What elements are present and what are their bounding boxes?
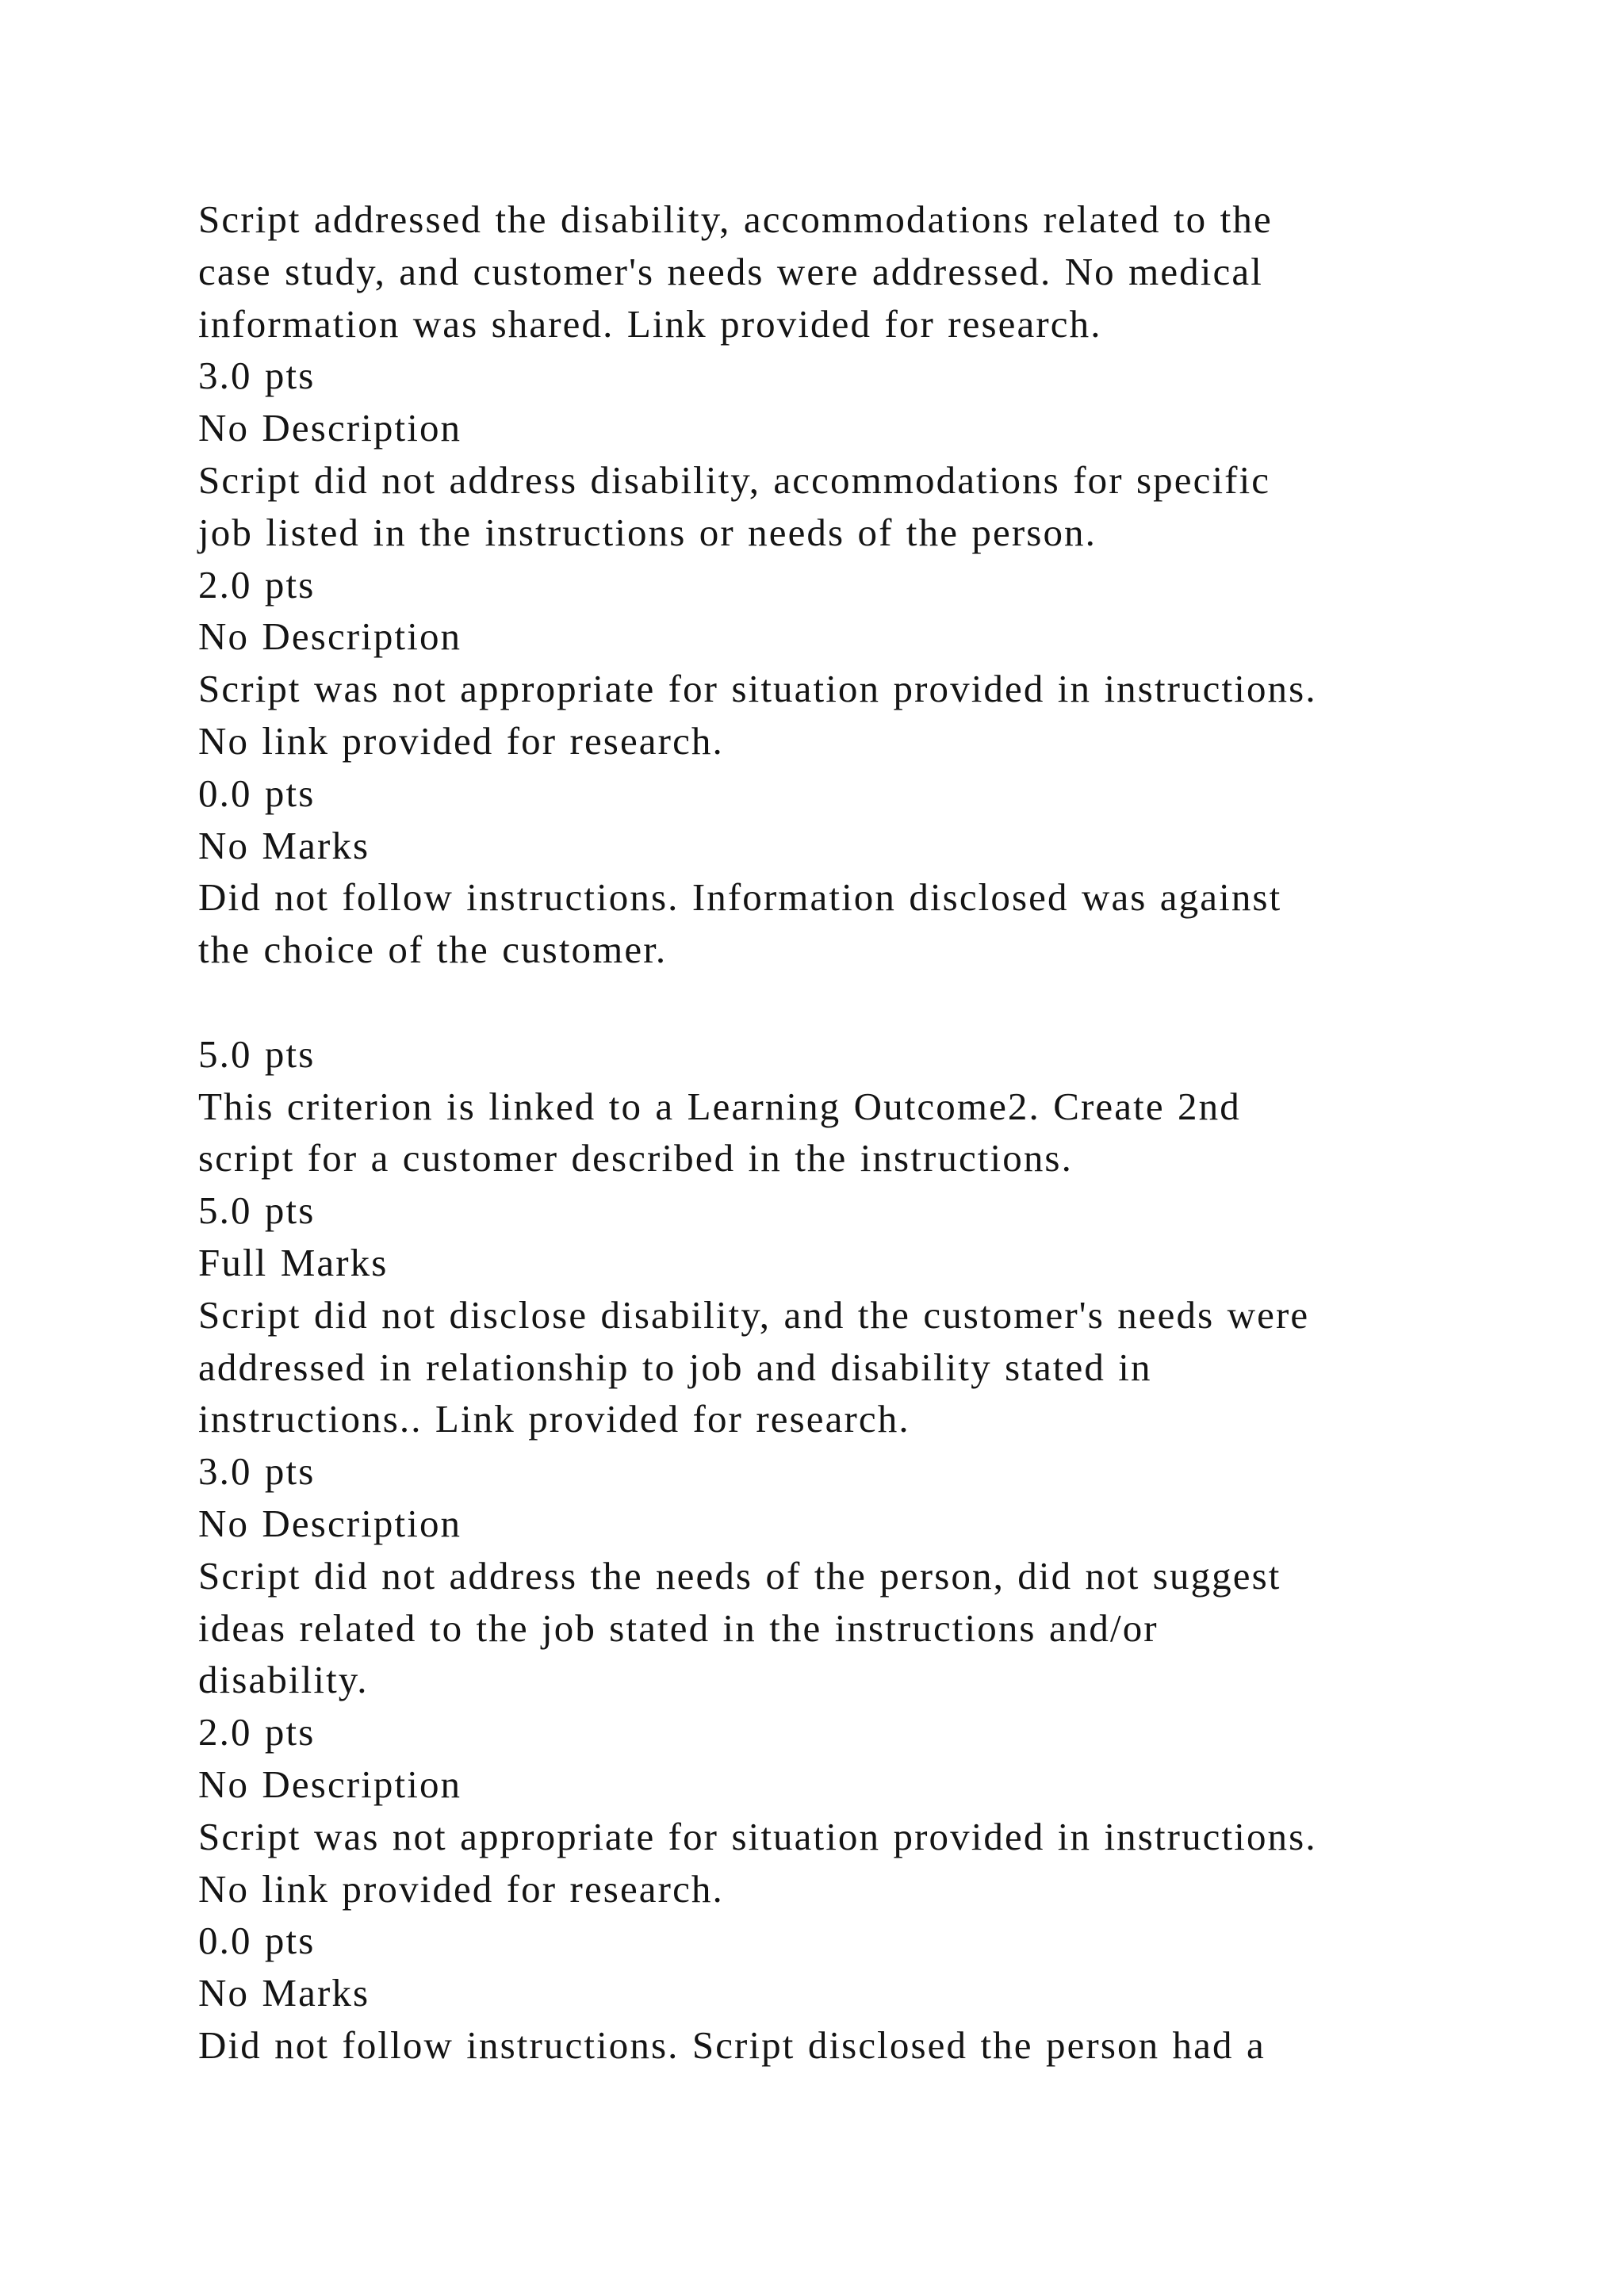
criterion-text: script for a customer described in the instructions. xyxy=(198,1136,1073,1181)
rating-label: No Description xyxy=(198,1762,462,1806)
rating-label: Full Marks xyxy=(198,1240,389,1284)
points-label: 5.0 pts xyxy=(198,1031,316,1076)
text-line: No link provided for research. xyxy=(198,718,724,763)
rating-label: No Marks xyxy=(198,1971,370,2015)
text-line: job listed in the instructions or needs of the person. xyxy=(198,510,1097,554)
text-line: Script was not appropriate for situation provided in instructions. xyxy=(198,667,1317,711)
text-line: Script did not address disability, accommodations for specific xyxy=(198,457,1271,502)
points-label: 5.0 pts xyxy=(198,1188,316,1233)
text-line: disability. xyxy=(198,1658,369,1702)
text-line: ideas related to the job stated in the instructions and/or xyxy=(198,1605,1159,1650)
points-label: 2.0 pts xyxy=(198,1710,316,1755)
text-line: the choice of the customer. xyxy=(198,928,668,972)
criterion-text: This criterion is linked to a Learning Outcome2. Create 2nd xyxy=(198,1084,1241,1128)
rating-label: No Marks xyxy=(198,823,370,867)
text-line: information was shared. Link provided for research. xyxy=(198,301,1102,346)
text-line: Did not follow instructions. Script disclosed the person had a xyxy=(198,2022,1266,2067)
text-line: Did not follow instructions. Information disclosed was against xyxy=(198,875,1282,920)
text-line: No link provided for research. xyxy=(198,1866,724,1911)
text-line: Script was not appropriate for situation provided in instructions. xyxy=(198,1814,1317,1858)
text-line: Script did not address the needs of the person, did not suggest xyxy=(198,1553,1281,1598)
text-line: Script addressed the disability, accommodations related to the xyxy=(198,197,1273,241)
rating-label: No Description xyxy=(198,1501,462,1545)
points-label: 0.0 pts xyxy=(198,771,316,815)
document-body xyxy=(198,193,1530,2072)
text-line: Script did not disclose disability, and the customer's needs were xyxy=(198,1292,1310,1337)
text-line: instructions.. Link provided for research. xyxy=(198,1397,910,1441)
text-line: case study, and customer's needs were addressed. No medical xyxy=(198,249,1263,293)
points-label: 3.0 pts xyxy=(198,1449,316,1494)
points-label: 2.0 pts xyxy=(198,562,316,607)
rating-label: No Description xyxy=(198,406,462,450)
points-label: 0.0 pts xyxy=(198,1919,316,1963)
text-line: addressed in relationship to job and disability stated in xyxy=(198,1345,1152,1389)
rating-label: No Description xyxy=(198,614,462,659)
points-label: 3.0 pts xyxy=(198,354,316,398)
blank-line xyxy=(198,976,1530,1028)
